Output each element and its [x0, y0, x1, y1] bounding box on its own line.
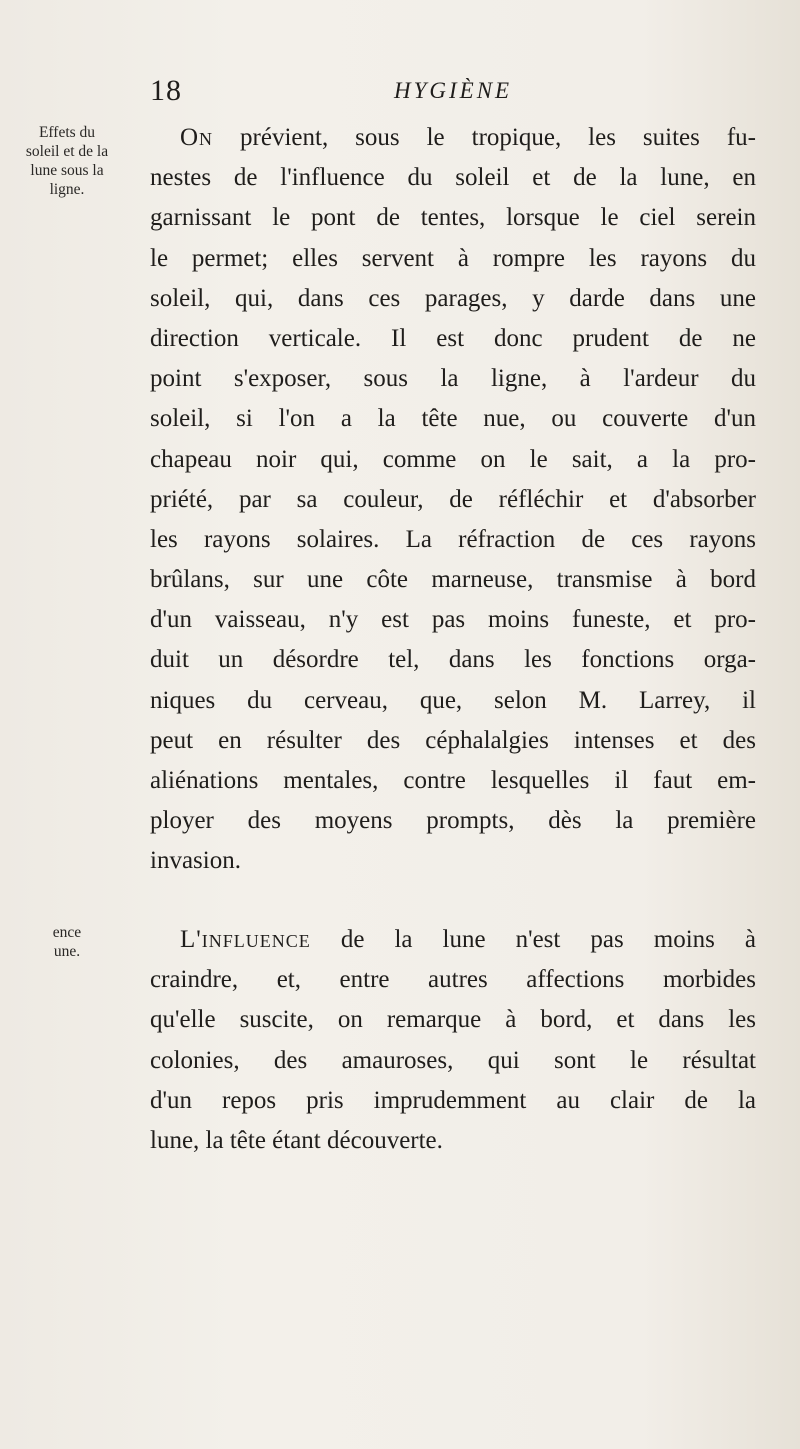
lead-word: L'influence: [180, 926, 311, 953]
lead-word: On: [180, 124, 214, 151]
paragraph-line: le permet; elles servent à rompre les rayons du: [150, 244, 756, 272]
paragraph-line: soleil, qui, dans ces parages, y darde dans une: [150, 284, 756, 312]
paragraph-line: d'un repos pris imprudemment au clair de la: [150, 1086, 756, 1114]
paragraph-line: soleil, si l'on a la tête nue, ou couverte d'un: [150, 405, 756, 433]
paragraph-line: L'influence de la lune n'est pas moins à: [180, 926, 756, 953]
paragraph-line: colonies, des amauroses, qui sont le résultat: [150, 1046, 756, 1074]
paragraph-line: lune, la tête étant découverte.: [150, 1126, 443, 1154]
paragraph-line: invasion.: [150, 847, 241, 875]
paragraph-moon-influence: [150, 920, 756, 1161]
paragraph-line: craindre, et, entre autres affections morbides: [150, 966, 756, 994]
paragraph-line: direction verticale. Il est donc prudent de ne: [150, 324, 756, 352]
paragraph-line: chapeau noir qui, comme on le sait, a la pro-: [150, 445, 756, 473]
paragraph-line: d'un vaisseau, n'y est pas moins funeste, et pro-: [150, 606, 756, 634]
margin-note-line: ligne.: [49, 181, 85, 198]
paragraph-line: duit un désordre tel, dans les fonctions orga-: [150, 646, 756, 674]
paragraph-line: niques du cerveau, que, selon M. Larrey, il: [150, 686, 756, 714]
paragraph-line: nestes de l'influence du soleil et de la lune, en: [150, 164, 756, 192]
paragraph-line: qu'elle suscite, on remarque à bord, et dans les: [150, 1006, 756, 1034]
paragraph-line: garnissant le pont de tentes, lorsque le ciel serein: [150, 204, 756, 232]
paragraph-line: brûlans, sur une côte marneuse, transmise à bord: [150, 566, 756, 594]
paragraph-sun-moon: [150, 118, 756, 882]
paragraph-line: priété, par sa couleur, de réfléchir et d'absorber: [150, 485, 756, 513]
margin-note-influence: [4, 923, 130, 961]
paragraph-line: On prévient, sous le tropique, les suites fu-: [180, 124, 756, 151]
margin-note-line: lune sous la: [30, 162, 104, 179]
paragraph-line: peut en résulter des céphalalgies intenses et des: [150, 726, 756, 754]
page-header: [150, 68, 710, 118]
paragraph-line: aliénations mentales, contre lesquelles il faut em-: [150, 767, 756, 794]
paragraph-line: point s'exposer, sous la ligne, à l'ardeur du: [150, 365, 756, 393]
margin-note-line: une.: [53, 943, 81, 960]
margin-note-effets: [4, 123, 130, 199]
margin-note-line: ence: [52, 924, 82, 941]
running-head: HYGIÈNE: [394, 78, 513, 103]
margin-note-line: Effets du: [38, 124, 96, 141]
paragraph-line: ployer des moyens prompts, dès la première: [150, 807, 756, 835]
margin-note-line: soleil et de la: [25, 143, 109, 160]
paragraph-line: les rayons solaires. La réfraction de ces rayons: [150, 525, 756, 553]
page-number: 18: [150, 74, 182, 107]
